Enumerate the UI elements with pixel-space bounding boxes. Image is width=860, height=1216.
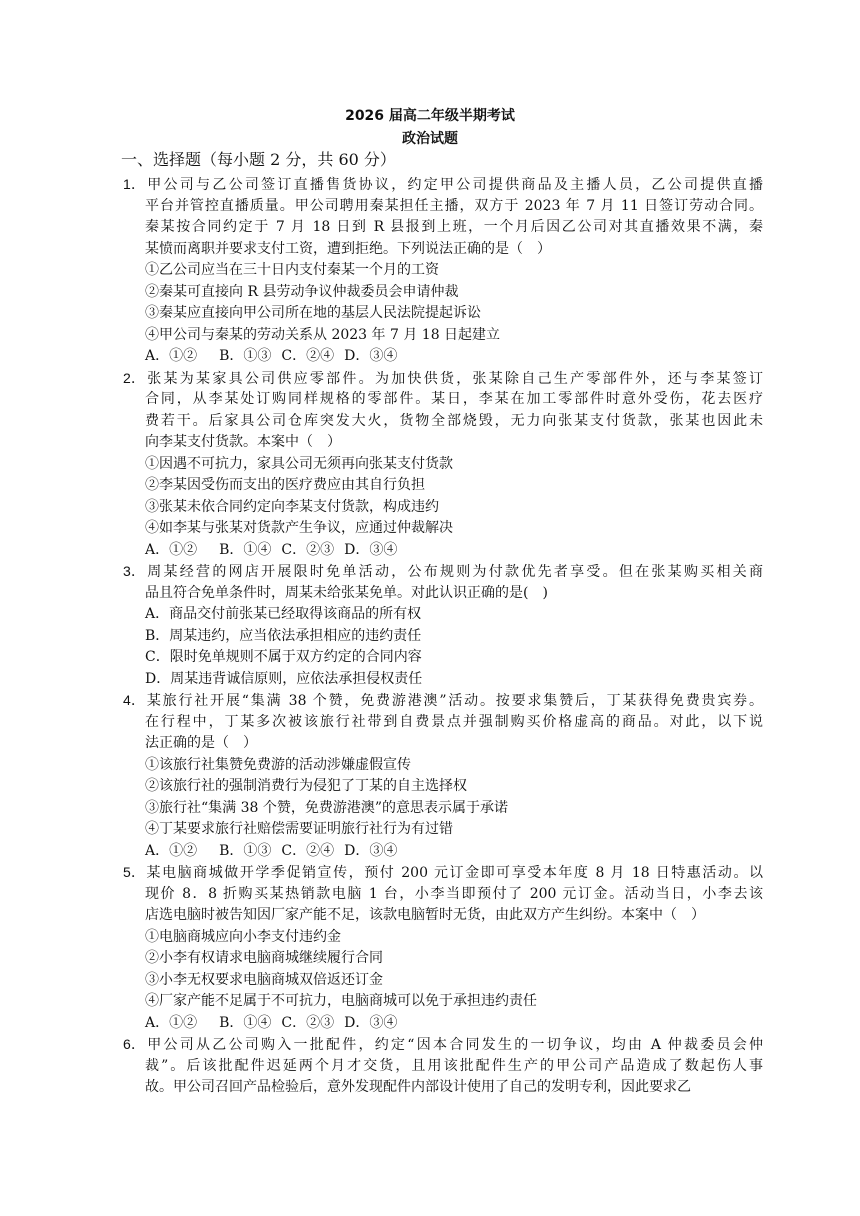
answer-statement: D．周某违背诚信原则，应依法承担侵权责任 [145, 670, 423, 687]
question-number: 4． [123, 692, 145, 708]
answer-statement: ①该旅行社集赞免费游的活动涉嫌虚假宣传 [145, 756, 411, 773]
question-stem-first-line [123, 862, 763, 884]
answer-option[interactable]: B．①④ [219, 1014, 272, 1031]
question-2 [123, 368, 763, 562]
question-stem-line [123, 1056, 763, 1078]
answer-statement: A．商品交付前张某已经取得该商品的所有权 [145, 606, 422, 622]
question-4 [123, 690, 763, 862]
question-stem-line [123, 217, 763, 239]
answer-statement: ②该旅行社的强制消费行为侵犯了丁某的自主选择权 [145, 778, 467, 794]
question-number: 1． [123, 176, 145, 192]
answer-statement: ②小李有权请求电脑商城继续履行合同 [145, 950, 383, 966]
answer-option[interactable]: C．②④ [281, 842, 335, 859]
answer-statement: ③小李无权要求电脑商城双倍返还订金 [145, 971, 383, 988]
question-stem-line [123, 432, 763, 454]
question-stem-text: 品且符合免单条件时，周某未给张某免单。对此认识正确的是( ) [145, 584, 548, 601]
question-stem-text: 某愤而离职并要求支付工资，遭到拒绝。下列说法正确的是（ ） [145, 240, 551, 257]
answer-options [123, 1013, 763, 1035]
answer-option[interactable]: A．①② [145, 842, 198, 859]
answer-option[interactable]: D．③④ [344, 348, 398, 364]
question-number: 5． [123, 864, 145, 880]
question-6 [123, 1034, 763, 1099]
question-stem-first-line [123, 561, 763, 583]
answer-option[interactable]: A．①② [145, 348, 198, 364]
question-stem-text: 某电脑商城做开学季促销宣传，预付 200 元订金即可享受本年度 8 月 18 日特惠活动。以 [145, 865, 763, 881]
question-stem-line [123, 389, 763, 411]
question-stem-text: 店选电脑时被告知因厂家产能不足，该款电脑暂时无货，由此双方产生纠纷。本案中（ ） [145, 907, 705, 923]
answer-statement: ②李某因受伤而支出的医疗费应由其自行负担 [145, 477, 425, 493]
question-stem-line [123, 239, 763, 261]
question-stem-first-line [123, 1034, 763, 1056]
answer-statement: C．限时免单规则不属于双方约定的合同内容 [145, 649, 422, 665]
question-stem-text: 平台并管控直播质量。甲公司聘用秦某担任主播，双方于 2023 年 7 月 11 日签订劳动合同。 [145, 197, 763, 214]
question-stem-line [123, 411, 763, 433]
question-stem-text: 某旅行社开展“集满 38 个赞，免费游港澳”活动。按要求集赞后，丁某获得免费贵宾券。 [145, 693, 763, 709]
question-stem-text: 张某为某家具公司供应零部件。为加快供货，张某除自己生产零部件外，还与李某签订 [145, 370, 763, 387]
answer-statement: ③张某未依合同约定向李某支付货款，构成违约 [145, 498, 439, 515]
answer-statement: ①因遇不可抗力，家具公司无须再向张某支付货款 [145, 455, 453, 472]
answer-option[interactable]: A．①② [145, 1014, 198, 1031]
question-stem-text: 甲公司从乙公司购入一批配件，约定“因本合同发生的一切争议，均由 A 仲裁委员会仲 [145, 1037, 763, 1053]
question-stem-first-line [123, 690, 763, 712]
question-1 [123, 174, 763, 368]
question-stem-line [123, 733, 763, 755]
question-stem-line [123, 196, 763, 218]
exam-title: 2026 届高二年级半期考试 [345, 108, 515, 124]
answer-option[interactable]: B．①③ [219, 842, 272, 859]
answer-option[interactable]: D．③④ [344, 541, 398, 558]
answer-statement: ④丁某要求旅行社赔偿需要证明旅行社行为有过错 [145, 821, 453, 837]
question-stem-line [123, 583, 763, 605]
question-number: 3． [123, 563, 145, 579]
question-3 [123, 561, 763, 690]
question-list [123, 174, 763, 1099]
question-stem-text: 费若干。后家具公司仓库突发大火，货物全部烧毁，无力向张某支付货款，张某也因此未 [145, 412, 763, 429]
answer-option[interactable]: C．②④ [281, 348, 335, 364]
question-stem-text: 甲公司与乙公司签订直播售货协议，约定甲公司提供商品及主播人员，乙公司提供直播 [145, 177, 763, 193]
question-stem-line [123, 712, 763, 734]
answer-statement: ②秦某可直接向 R 县劳动争议仲裁委员会申请仲裁 [145, 283, 459, 300]
question-number: 2． [123, 369, 145, 386]
question-stem-text: 合同，从李某处订购同样规格的零部件。某日，李某在加工零部件时意外受伤，花去医疗 [145, 391, 763, 407]
answer-option[interactable]: B．①③ [219, 348, 272, 364]
exam-subtitle: 政治试题 [402, 131, 458, 147]
question-stem-text: 在行程中，丁某多次被该旅行社带到自费景点并强制购买价格虚高的商品。对此，以下说 [145, 713, 763, 730]
answer-statement: ①乙公司应当在三十日内支付秦某一个月的工资 [145, 262, 439, 278]
question-stem-line [123, 905, 763, 927]
answer-statement: B．周某违约，应当依法承担相应的违约责任 [145, 627, 422, 644]
question-stem-text: 法正确的是（ ） [145, 735, 257, 751]
answer-statement: ④甲公司与秦某的劳动关系从 2023 年 7 月 18 日起建立 [145, 326, 501, 343]
answer-statement: ③秦某应直接向甲公司所在地的基层人民法院提起诉讼 [145, 305, 481, 321]
answer-options [123, 540, 763, 562]
answer-option[interactable]: C．②③ [281, 1014, 335, 1031]
answer-statement: ④厂家产能不足属于不可抗力，电脑商城可以免于承担违约责任 [145, 993, 537, 1009]
question-stem-text: 现价 8．8 折购买某热销款电脑 1 台，小李当即预付了 200 元订金。活动当日，小李去该 [145, 885, 763, 902]
answer-option[interactable]: B．①④ [219, 541, 272, 558]
answer-statement: ③旅行社“集满 38 个赞，免费游港澳”的意思表示属于承诺 [145, 799, 509, 816]
answer-statement: ④如李某与张某对货款产生争议，应通过仲裁解决 [145, 520, 453, 536]
answer-options [123, 346, 763, 368]
answer-options [123, 841, 763, 863]
question-5 [123, 862, 763, 1034]
answer-option[interactable]: D．③④ [344, 1014, 398, 1031]
question-stem-first-line [123, 368, 763, 390]
question-stem-text: 故。甲公司召回产品检验后，意外发现配件内部设计使用了自己的发明专利，因此要求乙 [145, 1079, 691, 1095]
answer-option[interactable]: C．②③ [281, 541, 335, 558]
question-stem-line [123, 1077, 763, 1099]
section-heading: 一、选择题（每小题 2 分，共 60 分） [121, 150, 396, 169]
question-stem-text: 周某经营的网店开展限时免单活动，公布规则为付款优先者享受。但在张某购买相关商 [145, 564, 763, 580]
question-stem-text: 向李某支付货款。本案中（ ） [145, 434, 341, 450]
question-stem-line [123, 884, 763, 906]
question-stem-text: 秦某按合同约定于 7 月 18 日到 R 县报到上班，一个月后因乙公司对其直播效果不满，秦 [145, 219, 763, 235]
question-number: 6． [123, 1036, 145, 1052]
answer-option[interactable]: D．③④ [344, 842, 398, 859]
question-stem-text: 裁”。后该批配件迟延两个月才交货，且用该批配件生产的甲公司产品造成了数起伤人事 [145, 1057, 763, 1074]
question-stem-first-line [123, 174, 763, 196]
answer-statement: ①电脑商城应向小李支付违约金 [145, 928, 341, 945]
answer-option[interactable]: A．①② [145, 541, 198, 558]
